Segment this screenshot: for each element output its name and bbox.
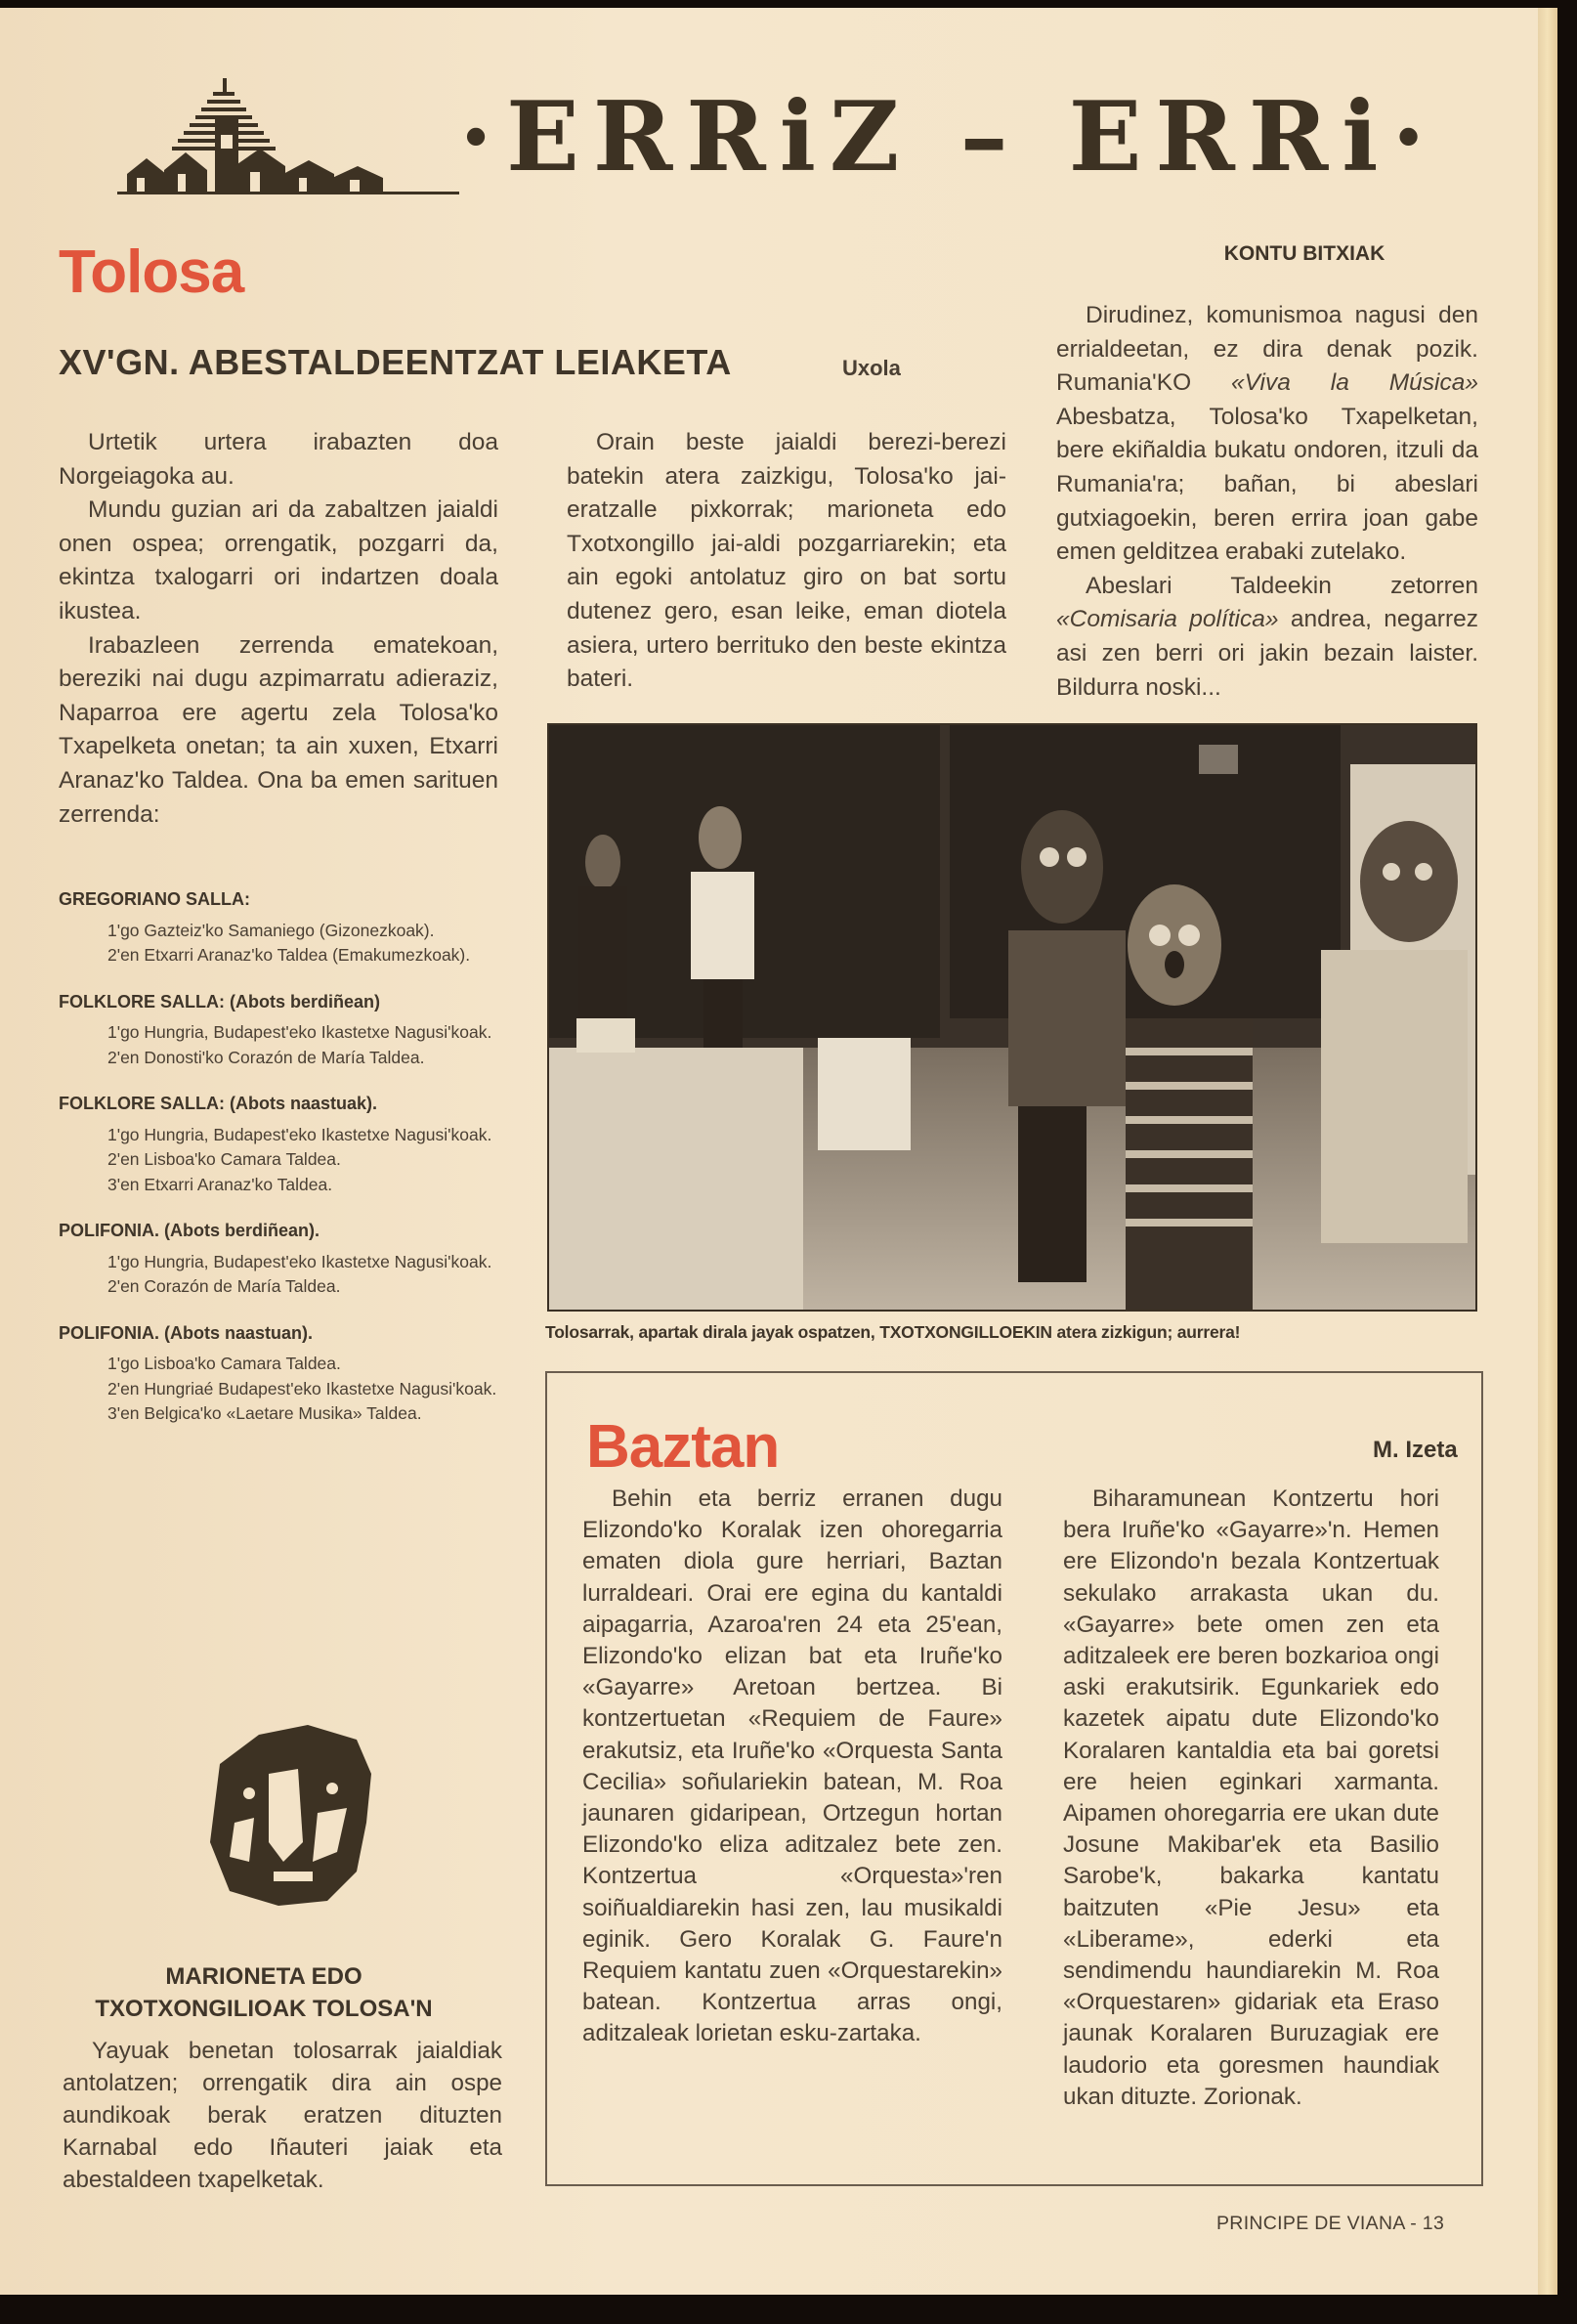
award-entry: 2'en Lisboa'ko Camara Taldea. bbox=[107, 1149, 341, 1169]
award-entry: 3'en Belgica'ko «Laetare Musika» Taldea. bbox=[107, 1403, 422, 1423]
marioneta-body bbox=[63, 2035, 502, 2196]
faces-illustration-icon bbox=[191, 1715, 386, 1911]
paragraph: Mundu guzian ari da zabaltzen jaialdi onen ospea; orrengatik, pozgarri da, ekintza txalogarri ori indartzen doala ikustea. bbox=[59, 496, 498, 624]
text-run: andrea, negarrez asi zen berri ori jakin bezain laister. Bildurra noski... bbox=[1056, 606, 1479, 701]
award-entry: 1'go Lisboa'ko Camara Taldea. bbox=[107, 1354, 341, 1373]
award-entry: 1'go Hungria, Budapest'eko Ikastetxe Nagusi'koak. bbox=[107, 1251, 492, 1271]
award-entry: 1'go Gazteiz'ko Samaniego (Gizonezkoak). bbox=[107, 920, 435, 940]
award-entry: 1'go Hungria, Budapest'eko Ikastetxe Nagusi'koak. bbox=[107, 1022, 492, 1042]
page-folio: PRINCIPE DE VIANA - 13 bbox=[1216, 2213, 1445, 2234]
marionettes-photo-illustration bbox=[549, 725, 1475, 1310]
text-run: Dirudinez, komunismoa nagusi den errialdeetan, ez dira denak pozik. Rumania'KO bbox=[1056, 302, 1478, 397]
marionettes-photo bbox=[547, 723, 1477, 1312]
award-category-title: GREGORIANO SALLA: bbox=[59, 889, 250, 909]
paragraph: Behin eta berriz erranen dugu Elizondo'ko Koralak izen ohoregarria ematen diola gure herriari, Baztan lurraldeari. Orai ere egina du kantaldi aipagarria, Azaroa'ren 24 eta 25'ean, Elizondo'ko elizan bat eta Iruñe'ko «Gayarre» Aretoan bertzea. Bi kontzertuetan «Requiem de Faure» erakutsiz, eta Iruñe'ko «Orquesta Santa Cecilia» soñulariekin batean, M. Roa jaunaren gidaripean, Ortzegun hortan Elizondo'ko eliza aditzalez bete zen. Kontzertua «Orquesta»'ren soiñualdiarekin hasi zen, lau musikaldi eginik. Gero Koralak G. Faure'n Requiem kantatu zuen «Orquestarekin» batean. Kontzertua arras ongi, aditzaleak lorietan esku-zartaka. bbox=[582, 1485, 1002, 2047]
awards-list bbox=[59, 887, 508, 1448]
award-category bbox=[59, 1092, 508, 1197]
paragraph bbox=[1056, 299, 1478, 570]
paragraph: Urtetik urtera irabazten doa Norgeiagoka au. bbox=[59, 429, 498, 490]
award-category bbox=[59, 1321, 508, 1427]
paragraph: Irabazleen zerrenda ematekoan, bereziki nai dugu azpimarratu adieraziz, Naparroa ere agertu zela Tolosa'ko Txapelketa onetan; ta ain xuxen, Etxarri Aranaz'ko Taldea. Ona ba emen sarituen zerrenda: bbox=[59, 631, 498, 828]
baztan-column-right bbox=[1063, 1484, 1439, 2113]
marioneta-heading-line-1: MARIONETA EDO bbox=[165, 1963, 362, 1990]
award-entry: 3'en Etxarri Aranaz'ko Taldea. bbox=[107, 1174, 333, 1194]
baztan-column-left bbox=[582, 1484, 1002, 2050]
award-category-title: FOLKLORE SALLA: (Abots naastuak). bbox=[59, 1094, 378, 1113]
tolosa-section-title: Tolosa bbox=[59, 238, 244, 306]
text-run: Abesbatza, Tolosa'ko Txapelketan, bere ekiñaldia bukatu ondoren, itzuli da Rumania'ra; bañan, bi abeslari gutxiagoekin, beren errira joan gabe emen gelditzea erabaki zutelako. bbox=[1056, 403, 1478, 566]
tolosa-column-a bbox=[59, 426, 498, 832]
baztan-section-title: Baztan bbox=[586, 1413, 780, 1481]
award-entry: 2'en Etxarri Aranaz'ko Taldea (Emakumezkoak). bbox=[107, 945, 471, 965]
italic-title: «Viva la Música» bbox=[1231, 369, 1478, 397]
tolosa-byline: Uxola bbox=[842, 356, 901, 380]
award-entry: 2'en Hungriaé Budapest'eko Ikastetxe Nagusi'koak. bbox=[107, 1378, 497, 1399]
marioneta-heading-line-2: TXOTXONGILIOAK TOLOSA'N bbox=[95, 1996, 433, 2022]
village-church-icon bbox=[117, 76, 459, 197]
award-category bbox=[59, 1219, 508, 1300]
photo-caption: Tolosarrak, apartak dirala jayak ospatzen, TXOTXONGILLOEKIN atera zizkigun; aurrera! bbox=[545, 1322, 1241, 1342]
paragraph: Orain beste jaialdi berezi-berezi batekin atera zaizkigu, Tolosa'ko jai-eratzalle pixkorrak; marioneta edo Txotxongillo jai-aldi pozgarriarekin; eta ain egoki antolatuz giro on bat sortu dutenez gero, esan leike, eman diotela asiera, urtero berrituko den beste ekintza bateri. bbox=[567, 429, 1006, 693]
award-category-title: FOLKLORE SALLA: (Abots berdiñean) bbox=[59, 991, 380, 1011]
award-category bbox=[59, 990, 508, 1071]
award-category-title: POLIFONIA. (Abots naastuan). bbox=[59, 1322, 314, 1343]
paragraph bbox=[1056, 570, 1478, 705]
marioneta-heading bbox=[39, 1960, 489, 2025]
page-edge bbox=[1538, 8, 1557, 2295]
italic-title: «Comisaria política» bbox=[1056, 606, 1279, 633]
paragraph: Biharamunean Kontzertu hori bera Iruñe'ko «Gayarre»'n. Hemen ere Elizondo'n bezala Kontzertuak sekulako arrakasta ukan du. «Gayarre» bete omen zen eta aditzaleek ere beren bozkarioa ongi aski erakutsirik. Egunkariek edo kazetek aipatu dute Elizondo'ko Koralaren kantaldia eta bai goretsi ere heien eginkari xarmanta. Aipamen ohoregarria ere ukan dute Josune Makibar'ek eta Basilio Sarobe'k, bakarka kantatu baitzuten «Pie Jesu» eta «Liberame», ederki eta sendimendu haundiarekin M. Roa «Orquestaren» gidariak eta Eraso jaunak Koralaren Buruzagiak ere laudorio eta goresmen haundiak ukan dituzte. Zorionak. bbox=[1063, 1485, 1439, 2110]
award-entry: 1'go Hungria, Budapest'eko Ikastetxe Nagusi'koak. bbox=[107, 1124, 492, 1144]
baztan-byline: M. Izeta bbox=[1373, 1437, 1458, 1463]
tolosa-column-b bbox=[567, 426, 1006, 697]
award-entry: 2'en Corazón de María Taldea. bbox=[107, 1276, 341, 1296]
award-entry: 2'en Donosti'ko Corazón de María Taldea. bbox=[107, 1047, 425, 1067]
text-run: Abeslari Taldeekin zetorren bbox=[1086, 572, 1478, 599]
award-category bbox=[59, 887, 508, 968]
paragraph: Yayuak benetan tolosarrak jaialdiak antolatzen; orrengatik dira ain ospe aundikoak berak eratzen dituzten Karnabal edo Iñauteri jaiak eta abestaldeen txapelketak. bbox=[63, 2038, 502, 2193]
kontu-bitxiak-heading: KONTU BITXIAK bbox=[1223, 242, 1385, 265]
section-masthead-title: ·ERRiZ – ERRi· bbox=[459, 81, 1439, 194]
award-category-title: POLIFONIA. (Abots berdiñean). bbox=[59, 1221, 320, 1240]
tolosa-headline: XV'GN. ABESTALDEENTZAT LEIAKETA bbox=[59, 342, 732, 382]
kontu-bitxiak-body bbox=[1056, 299, 1478, 705]
